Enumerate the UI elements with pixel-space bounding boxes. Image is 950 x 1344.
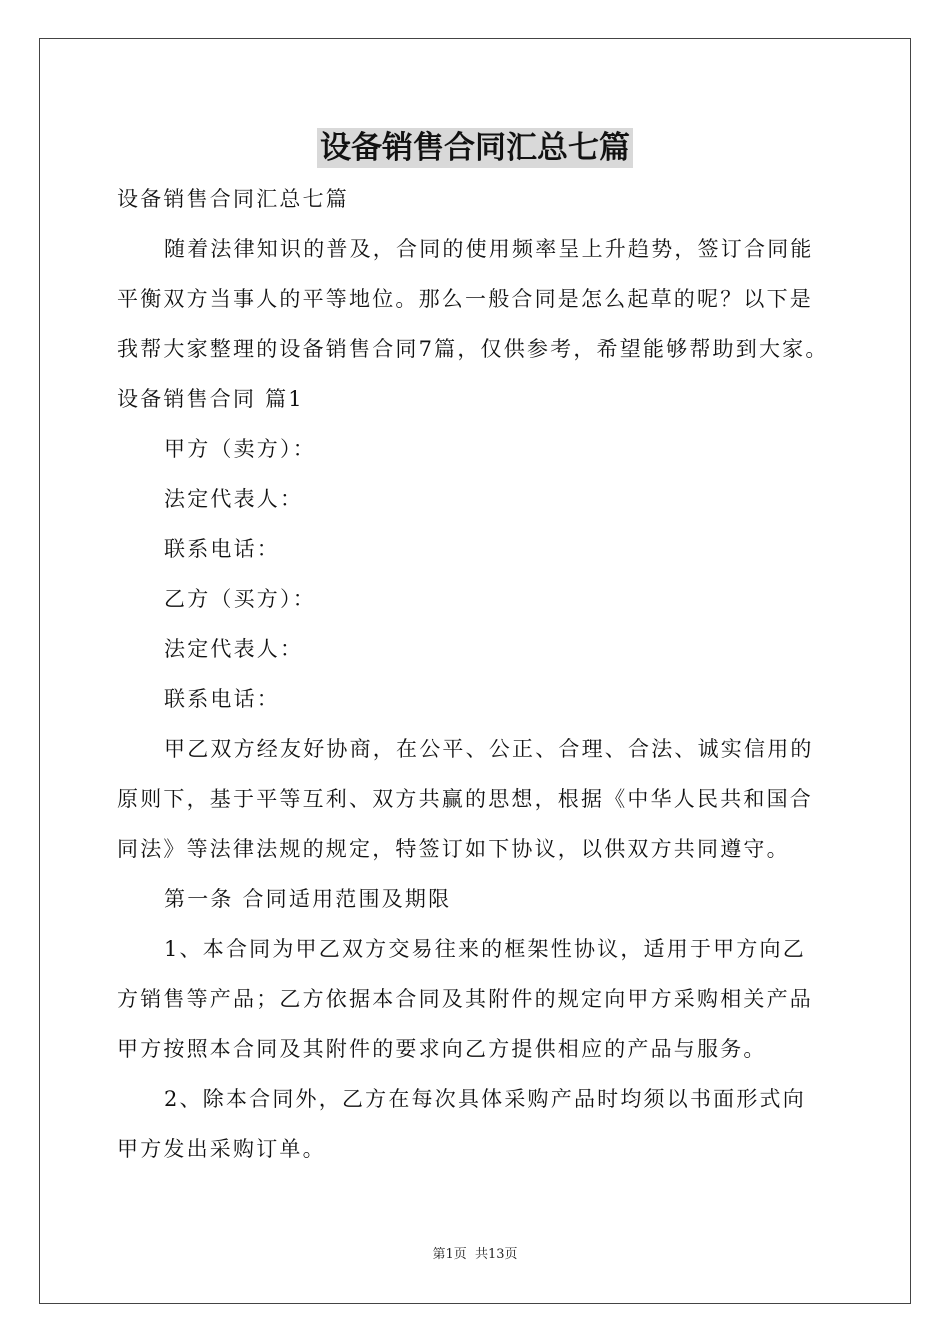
party-b-representative-field: 法定代表人： — [164, 637, 304, 661]
party-a-field: 甲方（卖方）： — [164, 437, 316, 461]
agreement-line-2: 原则下，基于平等互利、双方共赢的思想，根据《中华人民共和国合 — [117, 787, 813, 811]
article-1-heading: 第一条 合同适用范围及期限 — [164, 887, 452, 911]
intro-line-2: 平衡双方当事人的平等地位。那么一般合同是怎么起草的呢？以下是 — [117, 287, 813, 311]
page-footer — [0, 1246, 950, 1264]
intro-line-1: 随着法律知识的普及，合同的使用频率呈上升趋势，签订合同能 — [164, 237, 814, 261]
agreement-line-3: 同法》等法律法规的规定，特签订如下协议，以供双方共同遵守。 — [117, 837, 790, 861]
agreement-line-1: 甲乙双方经友好协商，在公平、公正、合理、合法、诚实信用的 — [164, 737, 814, 761]
clause-1-line-3: 甲方按照本合同及其附件的要求向乙方提供相应的产品与服务。 — [117, 1037, 767, 1061]
document-title: 设备销售合同汇总七篇 — [317, 128, 633, 168]
clause-2-line-1: 2、除本合同外，乙方在每次具体采购产品时均须以书面形式向 — [164, 1087, 806, 1111]
party-b-field: 乙方（买方）： — [164, 587, 316, 611]
page-border — [39, 38, 911, 1304]
party-a-phone-field: 联系电话： — [164, 537, 280, 561]
document-subtitle: 设备销售合同汇总七篇 — [117, 187, 349, 211]
section-heading: 设备销售合同 篇1 — [117, 387, 304, 411]
clause-2-line-2: 甲方发出采购订单。 — [117, 1137, 326, 1161]
title-block — [0, 128, 950, 168]
clause-1-line-1: 1、本合同为甲乙双方交易往来的框架性协议，适用于甲方向乙 — [164, 937, 806, 961]
party-a-representative-field: 法定代表人： — [164, 487, 304, 511]
total-pages: 共13页 — [474, 1247, 518, 1262]
intro-line-3: 我帮大家整理的设备销售合同7篇，仅供参考，希望能够帮助到大家。 — [117, 337, 829, 361]
page-number: 第1页 — [432, 1247, 467, 1262]
party-b-phone-field: 联系电话： — [164, 687, 280, 711]
clause-1-line-2: 方销售等产品；乙方依据本合同及其附件的规定向甲方采购相关产品 — [117, 987, 813, 1011]
